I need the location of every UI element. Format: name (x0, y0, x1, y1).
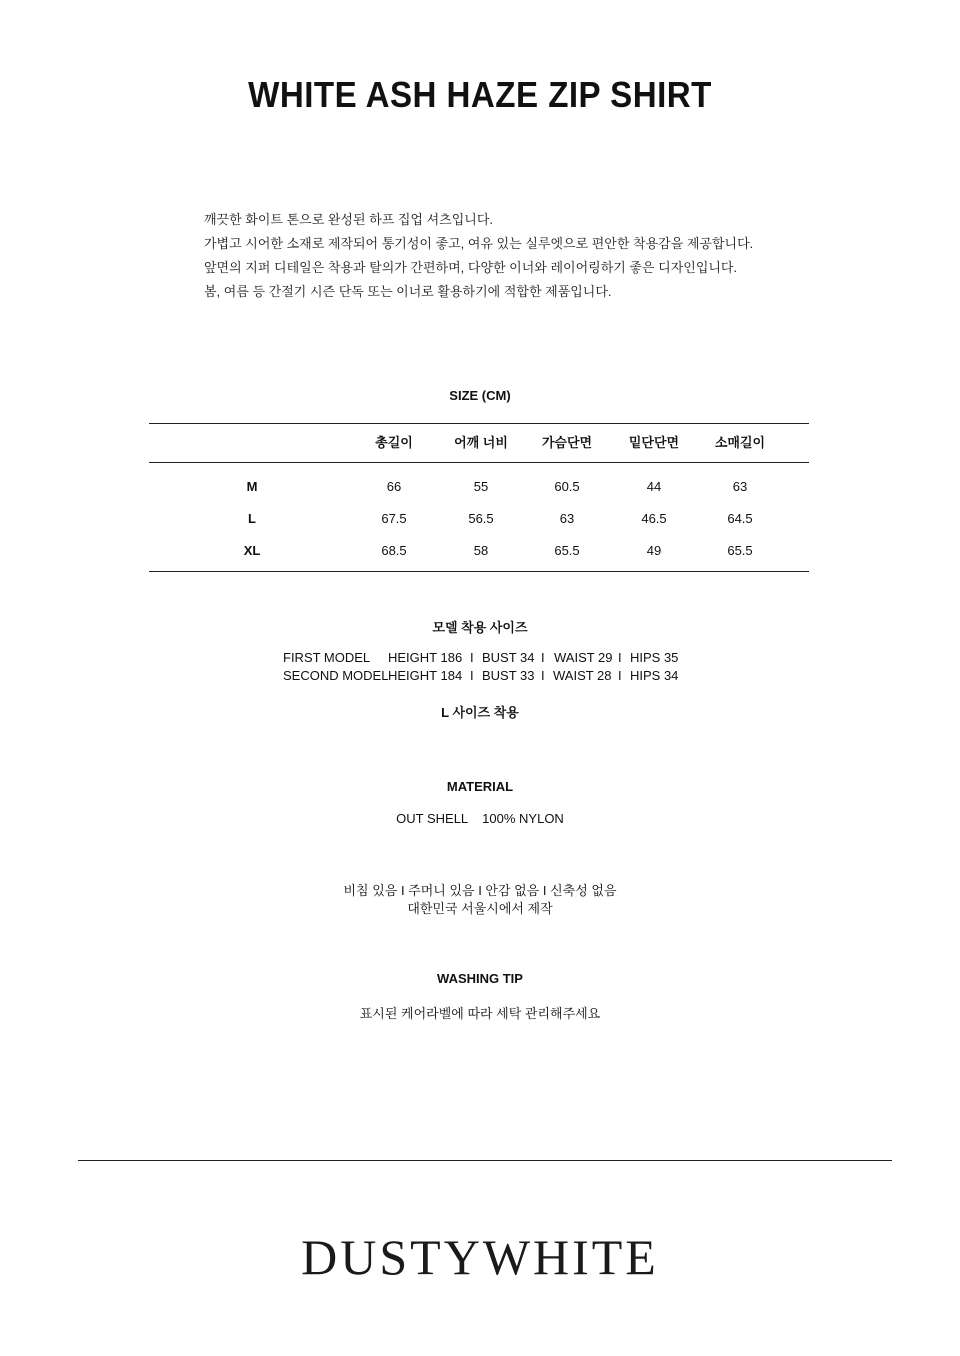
model-bust: BUST 34 (482, 650, 535, 665)
table-row (149, 471, 809, 503)
table-cell: 56.5 (468, 511, 494, 526)
table-cell: 63 (732, 479, 748, 494)
model-name: SECOND MODEL (283, 668, 389, 683)
table-cell: 49 (646, 543, 662, 558)
table-header-row (149, 424, 809, 462)
header-sleeve-length: 소매길이 (714, 435, 766, 450)
table-cell: 60.5 (554, 479, 580, 494)
description-line: 가볍고 시어한 소재로 제작되어 통기성이 좋고, 여유 있는 실루엣으로 편안한 착용감을 제공합니다. (204, 236, 754, 251)
material-value: 100% NYLON (482, 811, 564, 826)
size-label: L (248, 511, 256, 526)
size-label: XL (243, 543, 261, 558)
header-shoulder-width: 어깨 너비 (454, 435, 508, 450)
table-bottom-rule (149, 571, 809, 572)
model-row (283, 667, 703, 685)
model-hips: HIPS 34 (630, 668, 679, 683)
table-cell: 46.5 (641, 511, 667, 526)
table-cell: 64.5 (727, 511, 753, 526)
material-section-title: MATERIAL (446, 779, 514, 794)
table-cell: 58 (473, 543, 489, 558)
washing-section-title: WASHING TIP (437, 971, 523, 986)
table-row (149, 503, 809, 535)
table-cell: 65.5 (554, 543, 580, 558)
model-row (283, 649, 703, 667)
origin-line: 대한민국 서울시에서 제작 (407, 901, 553, 916)
worn-size-note: L 사이즈 착용 (441, 705, 519, 720)
model-waist: WAIST 29 (554, 650, 613, 665)
table-cell: 65.5 (727, 543, 753, 558)
table-cell: 55 (473, 479, 489, 494)
table-cell: 44 (646, 479, 662, 494)
product-description (204, 208, 824, 304)
model-measurements (283, 649, 703, 685)
table-cell: 68.5 (381, 543, 407, 558)
washing-text: 표시된 케어라벨에 따라 세탁 관리해주세요 (359, 1006, 601, 1021)
material-label: OUT SHELL (396, 811, 469, 826)
table-cell: 67.5 (381, 511, 407, 526)
model-bust: BUST 33 (482, 668, 535, 683)
material-line (0, 811, 960, 826)
model-waist: WAIST 28 (553, 668, 612, 683)
separator: I (470, 668, 474, 683)
header-chest-width: 가슴단면 (541, 435, 593, 450)
model-hips: HIPS 35 (630, 650, 679, 665)
model-name: FIRST MODEL (283, 650, 371, 665)
description-line: 앞면의 지퍼 디테일은 착용과 탈의가 간편하며, 다양한 이너와 레이어링하기 좋은 디자인입니다. (204, 260, 738, 275)
header-hem-width: 밑단단면 (628, 435, 680, 450)
separator: I (541, 650, 545, 665)
size-table (149, 423, 809, 572)
product-title: WHITE ASH HAZE ZIP SHIRT (248, 74, 712, 115)
separator: I (541, 668, 545, 683)
brand-logo: DUSTYWHITE (301, 1229, 659, 1285)
model-section-title: 모델 착용 사이즈 (432, 620, 528, 635)
size-section-title: SIZE (CM) (449, 388, 511, 403)
model-height: HEIGHT 186 (388, 650, 463, 665)
table-row (149, 535, 809, 567)
features-line: 비침 있음 I 주머니 있음 I 안감 없음 I 신축성 없음 (343, 883, 617, 898)
separator: I (470, 650, 474, 665)
footer-divider (78, 1160, 892, 1161)
table-cell: 63 (559, 511, 575, 526)
model-height: HEIGHT 184 (388, 668, 463, 683)
separator: I (618, 650, 622, 665)
header-total-length: 총길이 (375, 435, 413, 450)
size-label: M (246, 479, 258, 494)
separator: I (618, 668, 622, 683)
table-cell: 66 (386, 479, 402, 494)
description-line: 봄, 여름 등 간절기 시즌 단독 또는 이너로 활용하기에 적합한 제품입니다. (204, 284, 612, 299)
description-line: 깨끗한 화이트 톤으로 완성된 하프 집업 셔츠입니다. (204, 212, 494, 227)
